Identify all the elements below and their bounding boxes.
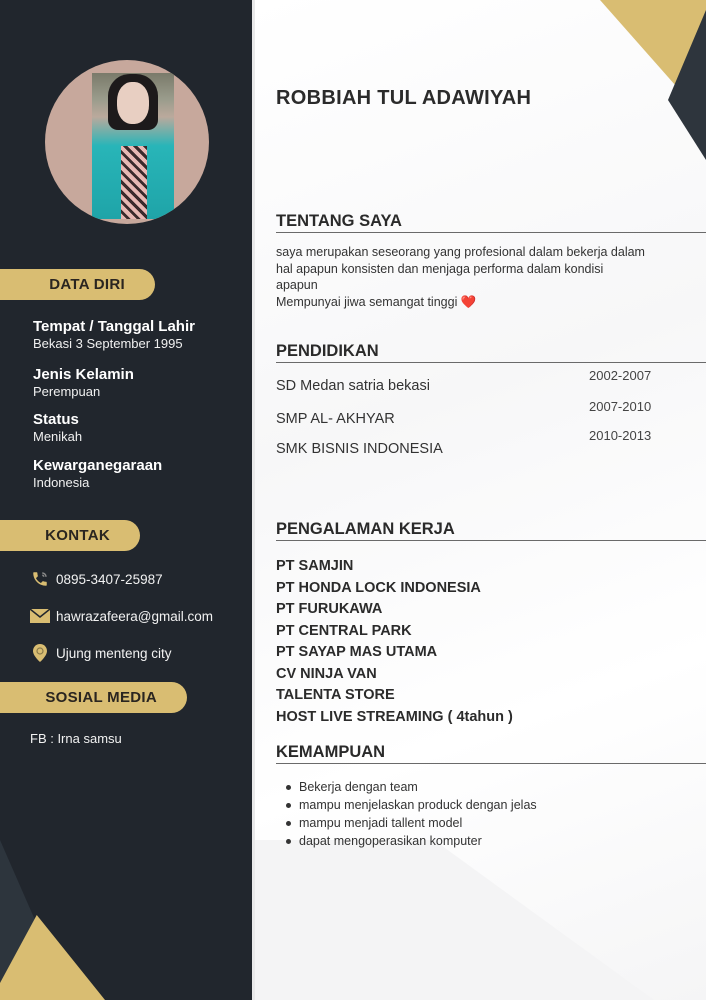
bullet-icon xyxy=(286,803,291,808)
section-title-pengalaman-kerja: PENGALAMAN KERJA xyxy=(276,519,706,541)
contact-email xyxy=(30,607,213,625)
sidebar-divider xyxy=(252,0,255,1000)
job-item: PT FURUKAWA xyxy=(276,601,383,617)
skill-text: mampu menjelaskan produck dengan jelas xyxy=(299,798,537,812)
info-gender xyxy=(33,366,134,400)
job-item: PT HONDA LOCK INDONESIA xyxy=(276,579,481,596)
bullet-icon xyxy=(286,839,291,844)
education-years: 2002-2007 xyxy=(589,368,652,383)
info-label: Status xyxy=(33,411,79,428)
about-line: hal apapun konsisten dan menjaga performa dalam kondisi xyxy=(276,261,604,276)
info-label: Tempat / Tanggal Lahir xyxy=(33,318,195,335)
info-label: Kewarganegaraan xyxy=(33,457,163,474)
page-title: ROBBIAH TUL ADAWIYAH xyxy=(276,87,532,109)
bullet-icon xyxy=(286,785,291,790)
sidebar xyxy=(0,0,254,1000)
heart-icon: ❤️ xyxy=(460,294,477,309)
skill-text: Bekerja dengan team xyxy=(299,780,418,794)
section-title-tentang-saya: TENTANG SAYA xyxy=(276,211,706,233)
avatar xyxy=(45,60,209,224)
education-years: 2007-2010 xyxy=(589,399,652,414)
location-pin-icon xyxy=(30,644,50,662)
bullet-icon xyxy=(286,821,291,826)
phone-number[interactable]: 0895-3407-25987 xyxy=(56,571,163,587)
phone-icon xyxy=(30,570,50,588)
job-item: HOST LIVE STREAMING ( 4tahun ) xyxy=(276,708,513,725)
profile-photo-blouse xyxy=(121,146,147,219)
about-line: apapun xyxy=(276,278,318,292)
contact-phone xyxy=(30,570,163,588)
mail-icon xyxy=(30,607,50,625)
job-item: PT SAMJIN xyxy=(276,558,354,574)
job-list xyxy=(276,556,513,728)
info-birth xyxy=(33,318,195,352)
section-header-data-diri: DATA DIRI xyxy=(0,269,155,300)
section-header-sosial-media: SOSIAL MEDIA xyxy=(0,682,187,713)
education-school: SMK BISNIS INDONESIA xyxy=(276,441,443,457)
skill-item xyxy=(286,832,537,850)
info-value: Perempuan xyxy=(33,384,101,399)
info-value: Menikah xyxy=(33,429,83,444)
skill-text: dapat mengoperasikan komputer xyxy=(299,834,482,848)
job-item: CV NINJA VAN xyxy=(276,665,377,682)
info-nationality xyxy=(33,457,162,491)
section-title-pendidikan: PENDIDIKAN xyxy=(276,341,706,363)
education-school: SMP AL- AKHYAR xyxy=(276,411,395,427)
education-years: 2010-2013 xyxy=(589,428,652,443)
social-facebook[interactable]: FB : Irna samsu xyxy=(30,731,122,746)
job-item: TALENTA STORE xyxy=(276,687,395,703)
skill-item xyxy=(286,796,537,814)
section-header-kontak: KONTAK xyxy=(0,520,140,551)
skill-item xyxy=(286,814,537,832)
section-title-kemampuan: KEMAMPUAN xyxy=(276,742,706,764)
info-label: Jenis Kelamin xyxy=(33,366,134,383)
job-item: PT CENTRAL PARK xyxy=(276,622,412,639)
info-status xyxy=(33,411,82,445)
about-text xyxy=(276,244,696,310)
info-value: Indonesia xyxy=(33,475,90,490)
about-line: Mempunyai jiwa semangat tinggi xyxy=(276,294,458,309)
skill-item xyxy=(286,778,537,796)
info-value: Bekasi 3 September 1995 xyxy=(33,336,183,351)
contact-location xyxy=(30,644,172,662)
about-line-last xyxy=(276,294,696,311)
education-school: SD Medan satria bekasi xyxy=(276,378,430,394)
skill-text: mampu menjadi tallent model xyxy=(299,816,463,830)
email-address[interactable]: hawrazafeera@gmail.com xyxy=(56,608,214,624)
location-text: Ujung menteng city xyxy=(56,645,172,661)
skill-list xyxy=(286,778,537,850)
profile-photo-face xyxy=(117,82,149,124)
job-item: PT SAYAP MAS UTAMA xyxy=(276,644,438,660)
about-line: saya merupakan seseorang yang profesional dalam bekerja dalam xyxy=(276,245,645,259)
